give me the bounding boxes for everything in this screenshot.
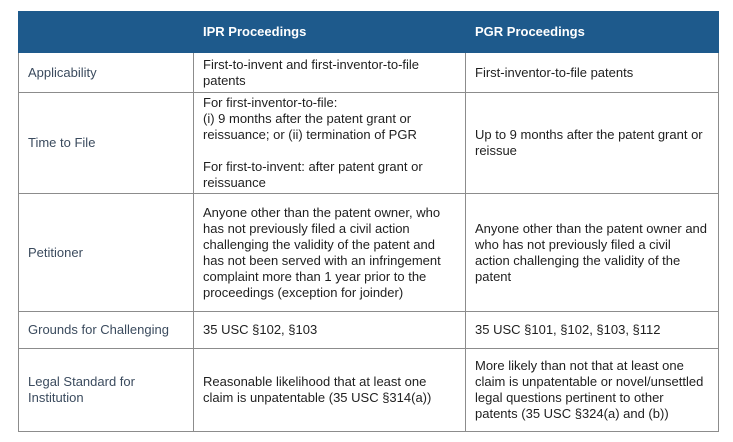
cell-ipr-time-to-file bbox=[194, 93, 466, 194]
header-row bbox=[19, 12, 719, 53]
cell-pgr-time-to-file: Up to 9 months after the patent grant or reissue bbox=[466, 93, 719, 194]
ipr-time-to-file-paragraph-1: For first-inventor-to-file: (i) 9 months after the patent grant or reissuance; or (ii) termination of PGR bbox=[203, 95, 417, 142]
header-blank-cell bbox=[19, 12, 194, 53]
cell-ipr-applicability: First-to-invent and first-inventor-to-file patents bbox=[194, 53, 466, 93]
ipr-time-to-file-paragraph-2: For first-to-invent: after patent grant or reissuance bbox=[203, 159, 423, 190]
row-petitioner bbox=[19, 194, 719, 312]
ipr-pgr-comparison-table bbox=[18, 11, 719, 432]
header-pgr-proceedings: PGR Proceedings bbox=[466, 12, 719, 53]
row-label-petitioner: Petitioner bbox=[19, 194, 194, 312]
row-time-to-file bbox=[19, 93, 719, 194]
row-grounds-for-challenging bbox=[19, 312, 719, 349]
cell-pgr-legal-standard: More likely than not that at least one claim is unpatentable or novel/unsettled legal questions pertinent to other patents (35 USC §324(a) and (b)) bbox=[466, 349, 719, 432]
cell-pgr-grounds: 35 USC §101, §102, §103, §112 bbox=[466, 312, 719, 349]
row-label-legal-standard: Legal Standard for Institution bbox=[19, 349, 194, 432]
cell-pgr-petitioner: Anyone other than the patent owner and who has not previously filed a civil action challenging the validity of the patent bbox=[466, 194, 719, 312]
row-label-time-to-file: Time to File bbox=[19, 93, 194, 194]
comparison-table-container bbox=[18, 11, 719, 432]
header-ipr-proceedings: IPR Proceedings bbox=[194, 12, 466, 53]
row-label-grounds-for-challenging: Grounds for Challenging bbox=[19, 312, 194, 349]
cell-pgr-applicability: First-inventor-to-file patents bbox=[466, 53, 719, 93]
row-legal-standard bbox=[19, 349, 719, 432]
row-label-applicability: Applicability bbox=[19, 53, 194, 93]
cell-ipr-legal-standard: Reasonable likelihood that at least one claim is unpatentable (35 USC §314(a)) bbox=[194, 349, 466, 432]
cell-ipr-petitioner: Anyone other than the patent owner, who has not previously filed a civil action challenging the validity of the patent and has not been served with an infringement complaint more than 1 year prior to the proceedings (exception for joinder) bbox=[194, 194, 466, 312]
cell-ipr-grounds: 35 USC §102, §103 bbox=[194, 312, 466, 349]
row-applicability bbox=[19, 53, 719, 93]
